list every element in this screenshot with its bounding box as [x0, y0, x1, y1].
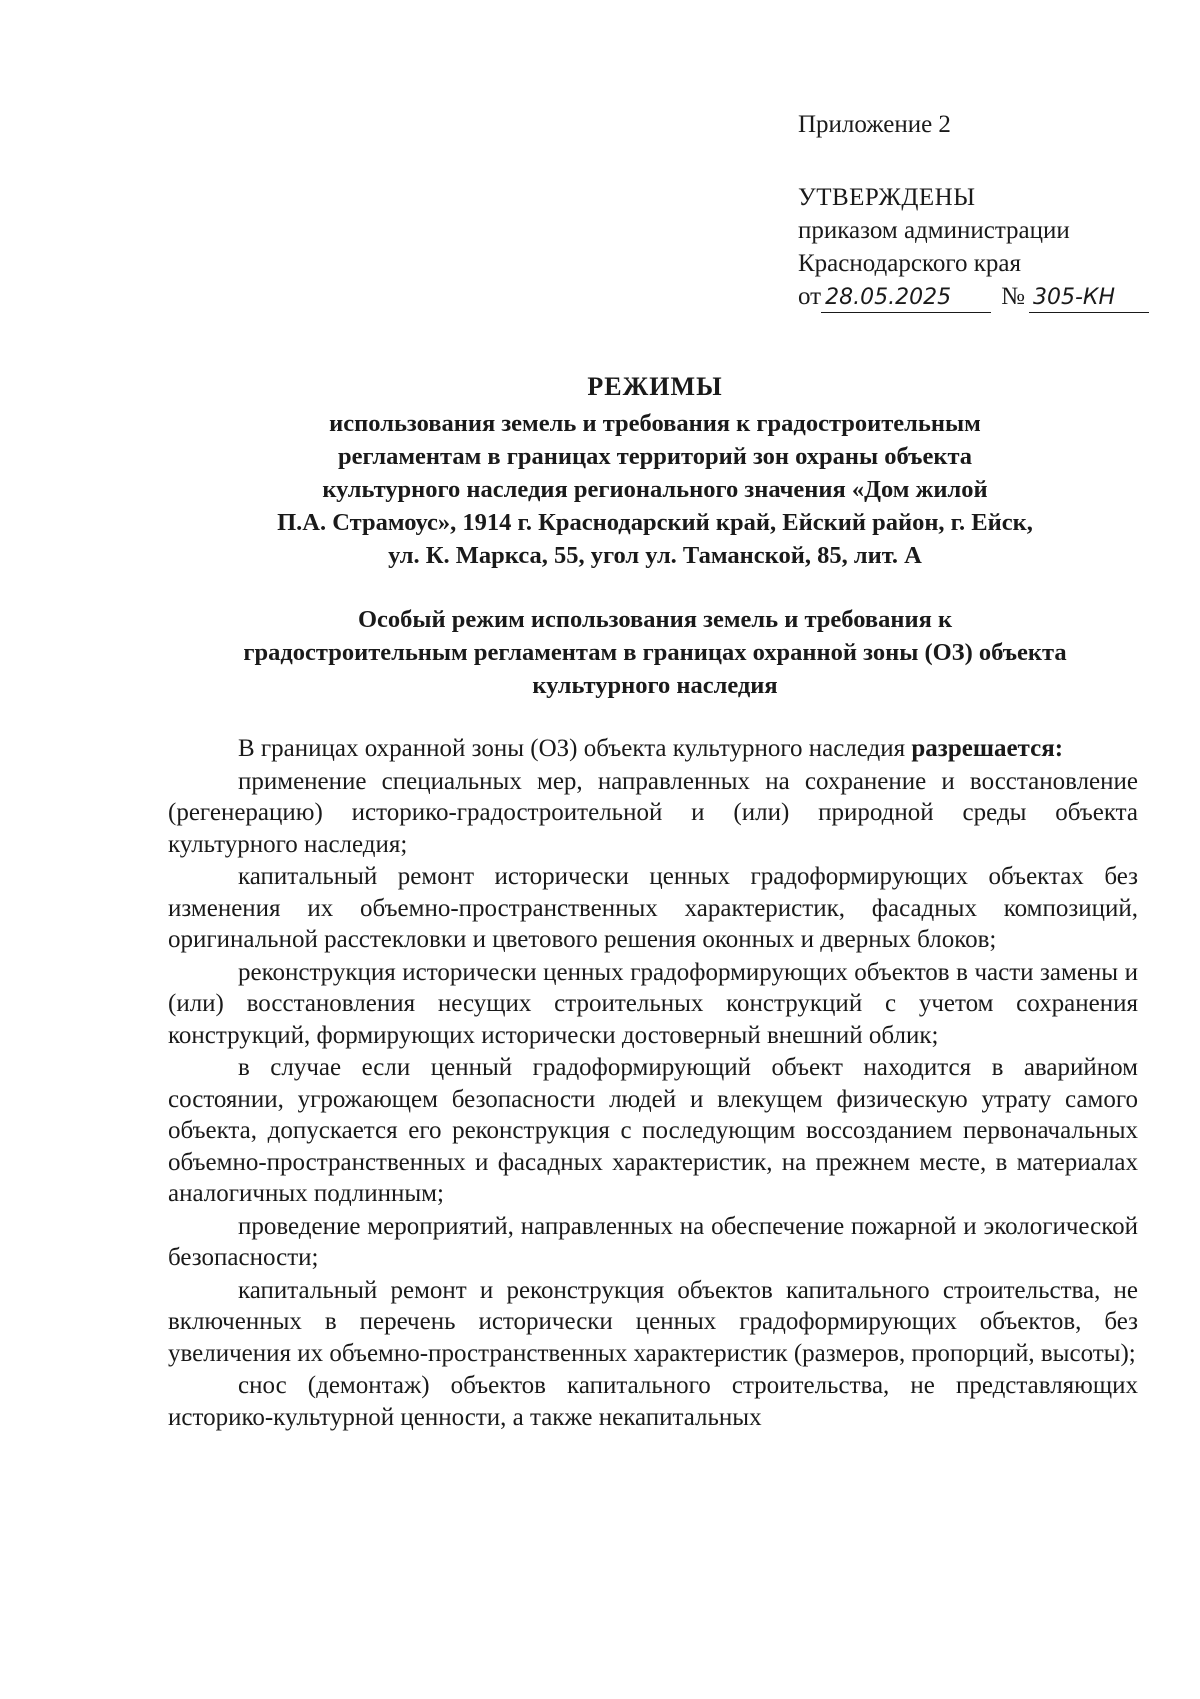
list-item: в случае если ценный градоформирующий объект находится в аварийном состоянии, угрожающем безопасности людей и влекущем физическую утрату самого объекта, допускается его реконструкция с последующим воссозданием первоначальных объемно-пространственных и фасадных характеристик, на прежнем месте, в материалах аналогичных подлинным; [168, 1054, 1138, 1207]
approved-heading: УТВЕРЖДЕНЫ [798, 184, 976, 211]
list-item: капитальный ремонт исторически ценных градоформирующих объектах без изменения их объемно-пространственных характеристик, фасадных композиций, оригинальной расстекловки и цветового решения оконных и дверных блоков; [168, 863, 1138, 953]
document-title [160, 370, 1150, 572]
section-line-2: градостроительным регламентам в границах охранной зоны (ОЗ) объекта [243, 639, 1067, 666]
title-line-4: П.А. Страмоус», 1914 г. Краснодарский край, Ейский район, г. Ейск, [277, 509, 1033, 536]
list-item: проведение мероприятий, направленных на обеспечение пожарной и экологической безопасности; [168, 1212, 1138, 1271]
from-label: от [798, 283, 822, 310]
section-title [160, 603, 1150, 702]
title-line-1: использования земель и требования к градостроительным [329, 410, 981, 437]
list-item: применение специальных мер, направленных на сохранение и восстановление (регенерацию) историко-градостроительной и (или) природной среды объекта культурного наследия; [168, 767, 1138, 858]
intro-bold: разрешается: [911, 735, 1064, 762]
annex-label: Приложение 2 [798, 111, 951, 138]
order-line [798, 280, 1149, 313]
title-line-3: культурного наследия регионального значения «Дом жилой [322, 476, 988, 503]
intro-text: В границах охранной зоны (ОЗ) объекта культурного наследия [238, 735, 906, 762]
approval-block [798, 108, 1149, 313]
title-line-5: ул. К. Маркса, 55, угол ул. Таманской, 85, лит. А [388, 542, 922, 569]
section-line-1: Особый режим использования земель и требования к [357, 606, 953, 633]
title-main: РЕЖИМЫ [587, 372, 723, 401]
handwritten-number: 305-КН [1029, 284, 1149, 313]
body-text [168, 733, 1138, 1434]
section-line-3: культурного наследия [532, 672, 778, 699]
approval-line-2: Краснодарского края [798, 250, 1021, 277]
list-item: реконструкция исторически ценных градоформирующих объектов в части замены и (или) восстановления несущих строительных конструкций с учетом сохранения конструкций, формирующих исторически достоверный внешний облик; [168, 958, 1138, 1049]
approval-line-1: приказом администрации [798, 217, 1070, 244]
list-item: капитальный ремонт и реконструкция объектов капитального строительства, не включенных в перечень исторически ценных градоформирующих объектов, без увеличения их объемно-пространственных характеристик (размеров, пропорций, высоты); [168, 1276, 1138, 1367]
title-line-2: регламентам в границах территорий зон охраны объекта [337, 443, 973, 470]
handwritten-date: 28.05.2025 [821, 284, 991, 313]
list-item: снос (демонтаж) объектов капитального строительства, не представляющих историко-культурной ценности, а также некапитальных [168, 1372, 1138, 1431]
number-sign: № [1001, 283, 1025, 310]
intro-paragraph [168, 733, 1138, 765]
